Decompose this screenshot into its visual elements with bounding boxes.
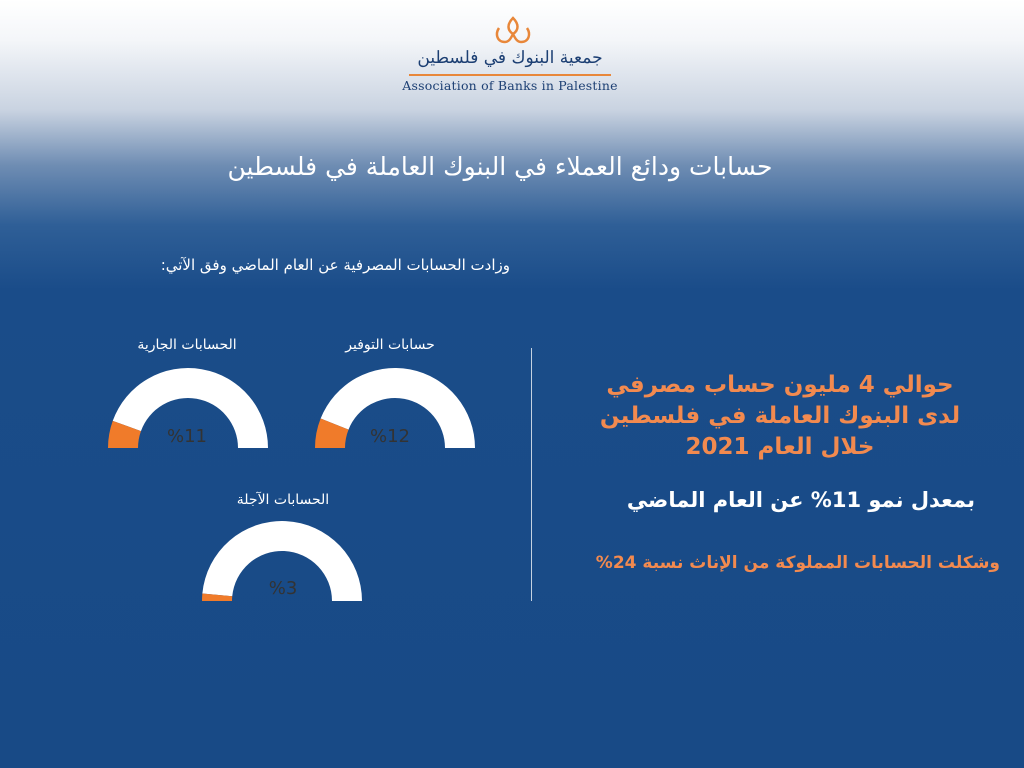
logo-divider-line (409, 74, 611, 76)
total-accounts-stat (545, 370, 1015, 463)
total-accounts-line-3: خلال العام 2021 (685, 434, 875, 460)
gauge-value-current: %11 (166, 426, 207, 447)
logo-arabic-name: جمعية البنوك في فلسطين (417, 48, 603, 68)
female-share-stat: وشكلت الحسابات المملوكة من الإناث نسبة 24% (595, 553, 1000, 573)
gauge-label-savings: حسابات التوفير (345, 337, 435, 353)
logo (395, 14, 625, 104)
gauge-value-savings: %12 (369, 426, 410, 447)
gauge-value-term: %3 (268, 578, 298, 599)
total-accounts-line-1: حوالي 4 مليون حساب مصرفي (606, 372, 954, 398)
logo-english-name: Association of Banks in Palestine (402, 78, 618, 93)
total-accounts-line-2: لدى البنوك العاملة في فلسطين (599, 403, 961, 429)
gauge-label-term: الحسابات الآجلة (236, 492, 330, 508)
growth-rate-stat: بمعدل نمو 11% عن العام الماضي (626, 488, 975, 512)
ribbon-logo-icon (493, 14, 533, 48)
gauges-intro-text: وزادت الحسابات المصرفية عن العام الماضي وفق الآتي: (160, 256, 510, 274)
page-title: حسابات ودائع العملاء في البنوك العاملة في فلسطين (227, 152, 773, 181)
gauge-label-current: الحسابات الجارية (137, 337, 237, 353)
